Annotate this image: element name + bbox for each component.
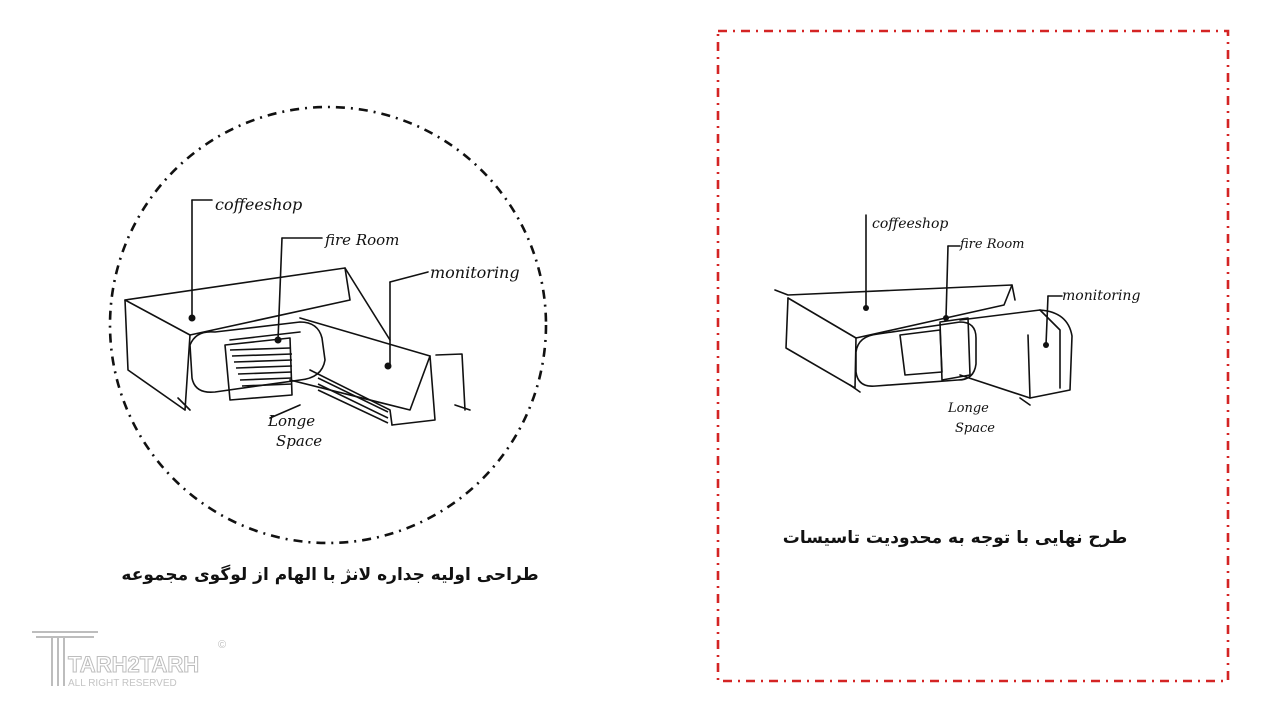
tarh2tarh-watermark-logo — [28, 626, 238, 692]
final-sketch-caption: طرح نهایی با توجه به محدودیت تاسیسات — [782, 528, 1128, 548]
final-label-lounge-1: Longe — [948, 401, 989, 416]
watermark-copyright: © — [218, 639, 227, 651]
initial-label-monitoring: monitoring — [430, 263, 520, 282]
initial-label-lounge-2: Space — [276, 432, 323, 450]
watermark-brand: TARH2TARH — [68, 652, 200, 677]
rectangle-frame — [718, 31, 1228, 681]
watermark-subtitle: ALL RIGHT RESERVED — [68, 678, 177, 689]
initial-label-coffeeshop: coffeeshop — [215, 195, 303, 214]
final-label-monitoring: monitoring — [1062, 288, 1141, 304]
final-label-lounge-2: Space — [955, 421, 995, 436]
final-label-fire-room: fire Room — [960, 237, 1025, 252]
initial-sketch-caption: طراحی اولیه جداره لانژ با الهام از لوگوی مجموعه — [121, 565, 539, 585]
final-lounge-sketch — [775, 215, 1072, 405]
final-label-coffeeshop: coffeeshop — [872, 216, 949, 232]
initial-label-fire-room: fire Room — [325, 231, 400, 249]
final-leader-dots — [863, 305, 1049, 348]
initial-label-lounge-1: Longe — [268, 412, 316, 430]
